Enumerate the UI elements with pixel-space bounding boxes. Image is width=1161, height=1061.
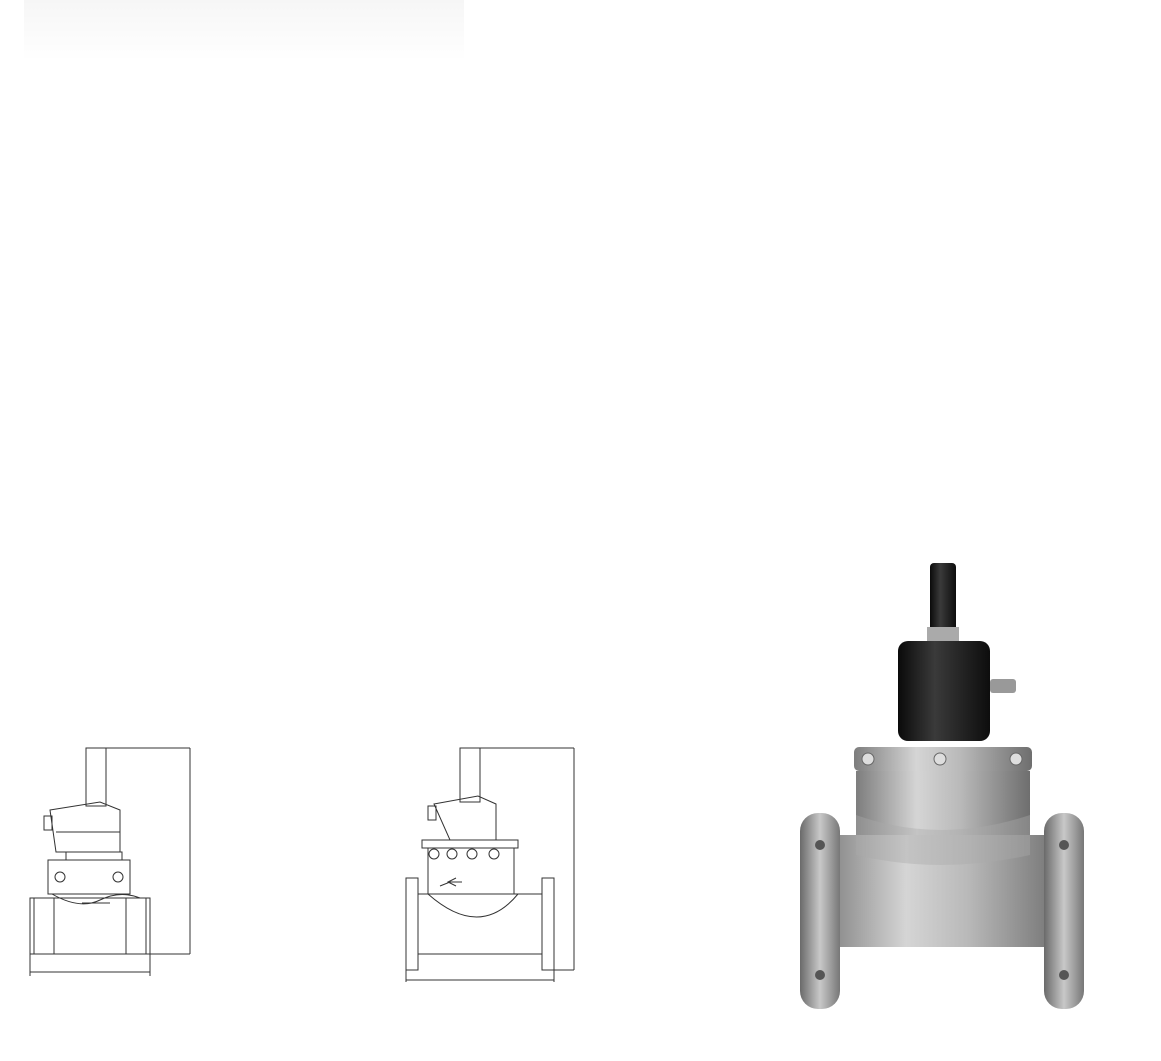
flanged-valve-diagram [398,740,578,985]
threaded-valve-diagram [20,740,210,980]
faded-header-artifact [24,0,464,62]
valve-product-photo [790,555,1090,1015]
